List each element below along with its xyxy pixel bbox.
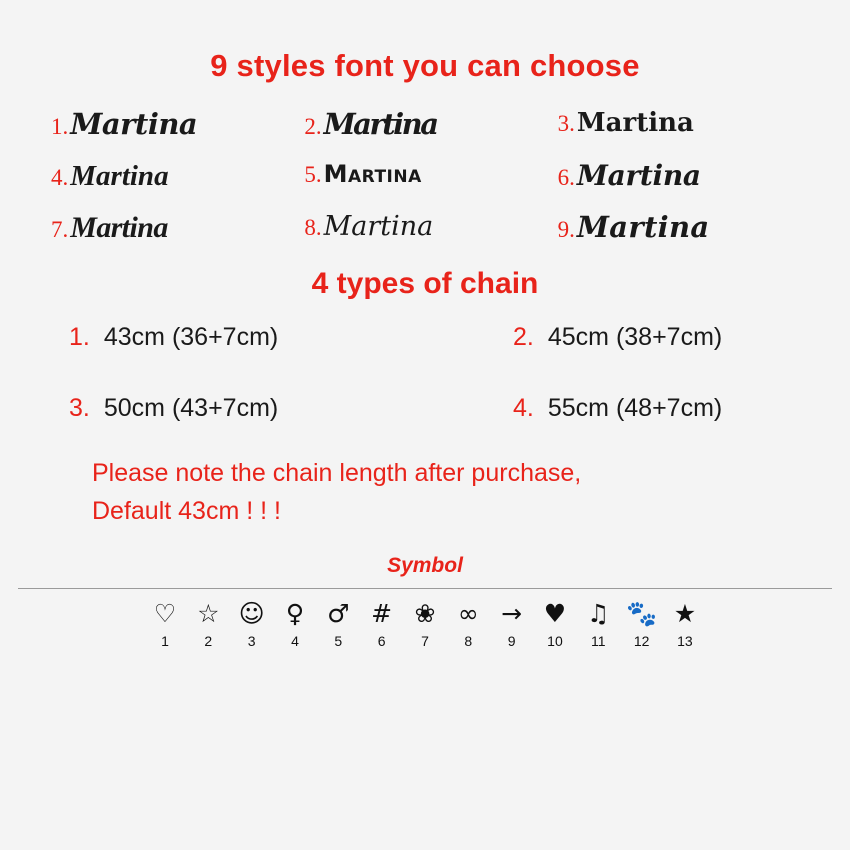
font-style-grid	[45, 107, 805, 244]
symbol-option-10[interactable]	[535, 599, 575, 649]
font-option-sample: Martina	[323, 211, 434, 242]
symbol-option-number: 12	[633, 633, 650, 649]
font-option-number: 1.	[51, 114, 69, 139]
symbol-option-9[interactable]	[492, 599, 532, 649]
chain-option-2[interactable]	[425, 323, 795, 352]
font-option-sample: Martina	[70, 107, 198, 141]
chain-option-1[interactable]	[55, 323, 425, 352]
symbol-option-12[interactable]	[622, 599, 662, 649]
chain-option-label: 43cm (36+7cm)	[103, 323, 279, 351]
infinity-icon: ∞	[457, 598, 479, 628]
font-option-number: 2.	[304, 114, 322, 139]
symbol-row	[145, 599, 705, 649]
font-option-sample: Martina	[323, 160, 422, 188]
symbol-option-number: 5	[334, 633, 343, 649]
star-filled-icon: ★	[673, 598, 697, 628]
chain-option-number: 1.	[69, 323, 90, 351]
hash-icon: #	[371, 598, 393, 628]
star-outline-icon: ☆	[197, 598, 220, 628]
font-option-sample: Martina	[576, 210, 710, 244]
symbol-option-number: 8	[464, 633, 473, 649]
symbol-option-number: 7	[421, 633, 429, 649]
heart-outline-icon: ♡	[153, 598, 177, 628]
font-option-6[interactable]	[552, 159, 805, 192]
chain-option-3[interactable]	[55, 394, 425, 423]
font-option-sample: Martina	[70, 160, 169, 192]
font-option-2[interactable]	[298, 107, 551, 141]
female-sign-icon: ♀	[285, 598, 305, 628]
font-option-5[interactable]	[298, 162, 551, 191]
chain-option-number: 3.	[69, 394, 90, 422]
font-option-number: 3.	[557, 111, 575, 136]
fonts-heading: 9 styles font you can choose	[210, 48, 640, 83]
font-option-7[interactable]	[45, 213, 298, 243]
symbol-option-8[interactable]	[448, 599, 488, 649]
font-option-8[interactable]	[298, 213, 551, 243]
symbol-option-number: 3	[247, 633, 256, 649]
symbol-option-number: 9	[507, 633, 516, 649]
symbol-option-6[interactable]	[362, 599, 402, 649]
male-sign-icon: ♂	[327, 598, 350, 628]
symbol-option-5[interactable]	[318, 599, 358, 649]
chain-option-4[interactable]	[425, 394, 795, 423]
font-option-number: 9.	[557, 217, 575, 242]
font-option-sample: Martina	[576, 108, 694, 138]
symbol-option-number: 2	[204, 633, 213, 649]
font-option-3[interactable]	[552, 110, 805, 140]
font-option-number: 7.	[51, 217, 69, 242]
arrow-right-icon: →	[501, 598, 523, 628]
chain-heading: 4 types of chain	[311, 267, 539, 300]
symbol-option-number: 4	[291, 633, 299, 649]
font-option-4[interactable]	[45, 162, 298, 191]
chain-note-line-1: Please note the chain length after purchase,	[92, 459, 582, 487]
paw-print-icon: 🐾	[626, 598, 658, 628]
smiley-face-icon: ☺	[238, 598, 265, 628]
symbol-option-3[interactable]	[232, 599, 272, 649]
font-option-number: 5.	[304, 162, 322, 187]
symbol-option-2[interactable]	[188, 599, 228, 649]
font-option-1[interactable]	[45, 107, 298, 141]
chain-option-number: 4.	[513, 394, 534, 422]
heart-filled-icon: ♥	[543, 598, 567, 628]
symbol-divider	[18, 588, 832, 589]
symbol-option-11[interactable]	[578, 599, 618, 649]
font-option-sample: Martina	[70, 211, 168, 244]
font-option-sample: Martina	[323, 107, 437, 141]
chain-options-grid	[55, 323, 795, 423]
symbol-heading: Symbol	[387, 554, 463, 577]
chain-option-label: 45cm (38+7cm)	[547, 323, 723, 351]
chain-option-number: 2.	[513, 323, 534, 351]
symbol-option-7[interactable]	[405, 599, 445, 649]
chain-option-label: 55cm (48+7cm)	[547, 394, 723, 422]
font-option-number: 6.	[557, 165, 575, 190]
symbol-option-number: 11	[591, 633, 606, 649]
font-option-9[interactable]	[552, 210, 805, 244]
symbol-option-4[interactable]	[275, 599, 315, 649]
symbol-option-number: 1	[161, 633, 169, 649]
font-option-number: 8.	[304, 215, 322, 240]
music-note-icon: ♫	[587, 598, 610, 628]
symbol-option-1[interactable]	[145, 599, 185, 649]
font-option-number: 4.	[51, 165, 69, 190]
chain-length-note	[92, 455, 850, 530]
font-option-sample: Martina	[576, 159, 701, 192]
symbol-option-number: 13	[677, 633, 693, 649]
symbol-option-number: 10	[547, 633, 563, 649]
chain-option-label: 50cm (43+7cm)	[103, 394, 279, 422]
symbol-option-number: 6	[377, 633, 386, 649]
flower-icon: ❀	[414, 598, 436, 628]
symbol-option-13[interactable]	[665, 599, 705, 649]
chain-note-line-2: Default 43cm ! ! !	[92, 496, 281, 525]
